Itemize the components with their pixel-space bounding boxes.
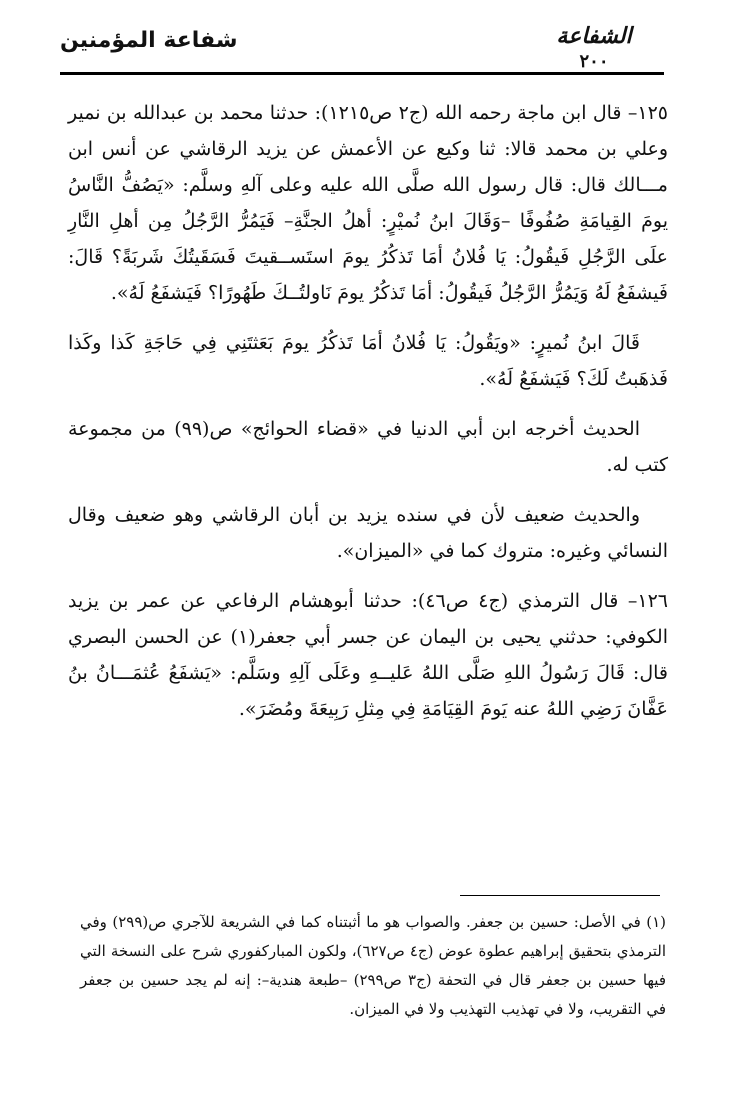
- main-text: [68, 95, 668, 741]
- page-number: ٢٠٠: [579, 51, 609, 72]
- header-rule: [60, 72, 664, 75]
- header-right: [524, 22, 664, 72]
- page-title: شفاعة المؤمنين: [60, 28, 238, 53]
- running-logo: الشفاعة: [556, 24, 632, 49]
- takhrij-paragraph: الحديث أخرجه ابن أبي الدنيا في «قضاء الحوائج» ص(٩٩) من مجموعة كتب له.: [68, 418, 668, 476]
- footnote-1: (١) في الأصل: حسين بن جعفر. والصواب هو ما أثبتناه كما في الشريعة للآجري ص(٢٩٩) وفي الترمذي بتحقيق إبراهيم عطوة عوض (ج٤ ص٦٢٧)، ولكون المباركفوري شرح على النسخة التي فيها حسين بن جعفر قال في التحفة (ج٣ ص٢٩٩) –طبعة هندية–: إنه لم يجد حسين بن جعفر في التقريب، ولا في تهذيب التهذيب ولا في الميزان.: [80, 913, 666, 1018]
- footnote-separator: [460, 895, 660, 896]
- hadith-125: ١٢٥– قال ابن ماجة رحمه الله (ج٢ ص١٢١٥): حدثنا محمد بن عبدالله بن نمير وعلي بن محمد قالا: ثنا وكيع عن الأعمش عن يزيد الرقاشي عن أنس ابن مـــالك قال: قال رسول الله صلَّى الله عليه وعلى آلهِ وسلَّم: «يَصُفُّ النَّاسُ يومَ القِيامَةِ صُفُوفًا –وَقَالَ ابنُ نُميْرٍ: أهلُ الجنَّةِ– فَيَمُرُّ الرَّجُلُ مِن أهلِ النَّارِ علَى الرَّجُلِ فَيقُولُ: يَا فُلانُ أمَا تَذكُرُ يومَ استَســقيتَ فَسَقَيتُكَ شَربَةً؟ قَالَ: فَيشفَعُ لَهُ وَيَمُرُّ الرَّجُلُ فَيقُولُ: أمَا تَذكُرُ يومَ نَاولتُــكَ طَهُورًا؟ فَيَشفَعُ لَهُ».: [68, 102, 668, 304]
- grading-paragraph: والحديث ضعيف لأن في سنده يزيد بن أبان الرقاشي وهو ضعيف وقال النسائي وغيره: متروك كما في «الميزان».: [68, 504, 668, 562]
- hadith-126: ١٢٦– قال الترمذي (ج٤ ص٤٦): حدثنا أبوهشام الرفاعي عن عمر بن يزيد الكوفي: حدثني يحيى بن اليمان عن جسر أبي جعفر(١) عن الحسن البصري قال: قَالَ رَسُولُ اللهِ صَلَّى اللهُ عَليــهِ وعَلَى آلِهِ وسَلَّم: «يَشفَعُ عُثمَـــانُ بنُ عَفَّانَ رَضِي اللهُ عنه يَومَ القِيَامَةِ فِي مِثلِ رَبِيعَةَ ومُضَرَ».: [68, 590, 669, 720]
- page-header: [60, 20, 664, 76]
- hadith-125-addition: قَالَ ابنُ نُميرٍ: «ويَقُولُ: يَا فُلانُ أمَا تَذكُرُ يومَ بَعَثتَنِي فِي حَاجَةِ كَذا وكَذا فَذهَبتُ لَكَ؟ فَيَشفَعُ لَهُ».: [68, 332, 668, 390]
